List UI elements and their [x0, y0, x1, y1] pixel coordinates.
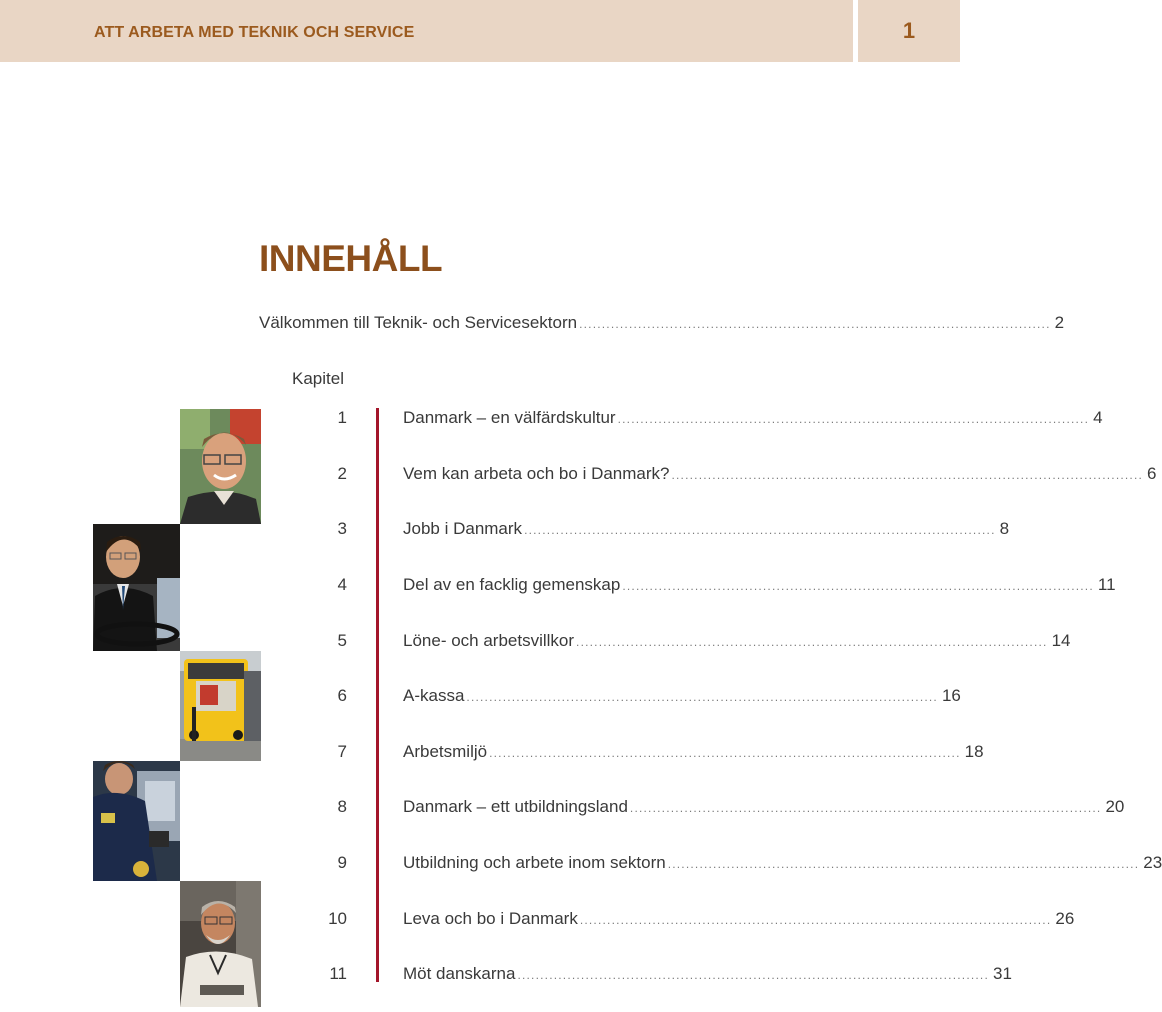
toc-entry-title: Välkommen till Teknik- och Servicesektorn	[259, 313, 578, 332]
dot-leader: ........................................................................................................	[517, 968, 989, 982]
dot-leader: ........................................................................................................	[579, 317, 1051, 331]
chapter-number: 2	[337, 464, 347, 483]
toc-entry-page: 20	[1105, 797, 1125, 816]
toc-entry-page: 18	[964, 742, 984, 761]
photo-smiling-man-glasses	[180, 409, 261, 524]
toc-chapter-entry[interactable]	[403, 631, 1071, 651]
contents-title: INNEHÅLL	[259, 238, 443, 279]
chapter-number: 5	[337, 631, 347, 650]
toc-chapter-entry[interactable]	[403, 575, 1116, 595]
chapter-number: 7	[337, 742, 347, 761]
toc-entry-title: Danmark – en välfärdskultur	[403, 408, 616, 427]
toc-entry-page: 14	[1051, 631, 1071, 650]
toc-chapter-entry[interactable]	[403, 686, 961, 706]
toc-entry-title: Del av en facklig gemenskap	[403, 575, 621, 594]
dot-leader: ........................................................................................................	[667, 857, 1140, 871]
toc-entry-page: 4	[1093, 408, 1103, 427]
toc-chapter-entry[interactable]	[403, 853, 1162, 873]
dot-leader: ........................................................................................................	[671, 468, 1144, 482]
chapter-column-label: Kapitel	[292, 369, 344, 388]
toc-entry-title: Leva och bo i Danmark	[403, 909, 578, 928]
dot-leader: ........................................................................................................	[579, 913, 1052, 927]
toc-chapter-entry[interactable]	[403, 909, 1075, 929]
toc-entry-page: 26	[1055, 909, 1075, 928]
toc-entry-page: 11	[1097, 575, 1116, 594]
toc-intro-entry[interactable]	[259, 313, 1065, 333]
toc-entry-title: A-kassa	[403, 686, 465, 705]
chapter-number: 9	[337, 853, 347, 872]
dot-leader: ........................................................................................................	[489, 746, 961, 760]
chapter-number: 3	[337, 519, 347, 538]
dot-leader: ........................................................................................................	[524, 523, 996, 537]
dot-leader: ........................................................................................................	[629, 801, 1102, 815]
toc-chapter-entry[interactable]	[403, 408, 1103, 428]
toc-entry-page: 16	[941, 686, 961, 705]
toc-entry-title: Vem kan arbeta och bo i Danmark?	[403, 464, 670, 483]
toc-entry-title: Löne- och arbetsvillkor	[403, 631, 575, 650]
page-number-box	[858, 0, 960, 62]
photo-bus-driver	[93, 524, 180, 651]
toc-chapter-entry[interactable]	[403, 742, 984, 762]
chapter-number: 10	[328, 909, 347, 928]
toc-entry-page: 2	[1054, 313, 1065, 332]
chapter-number: 4	[337, 575, 347, 594]
toc-entry-page: 23	[1143, 853, 1162, 872]
chapter-number: 8	[337, 797, 347, 816]
toc-entry-page: 31	[993, 964, 1012, 983]
toc-chapter-entry[interactable]	[403, 519, 1010, 539]
toc-entry-page: 6	[1147, 464, 1157, 483]
header-band	[0, 0, 853, 62]
toc-chapter-entry[interactable]	[403, 464, 1157, 484]
dot-leader: ........................................................................................................	[466, 690, 938, 704]
chapter-number: 11	[329, 964, 347, 983]
photo-yellow-bus	[180, 651, 261, 761]
toc-chapter-entry[interactable]	[403, 797, 1125, 817]
toc-entry-page: 8	[999, 519, 1010, 538]
chapter-number: 6	[337, 686, 347, 705]
dot-leader: ........................................................................................................	[622, 579, 1094, 593]
photo-mechanic	[180, 881, 261, 1007]
dot-leader: ........................................................................................................	[617, 412, 1090, 426]
page-number: 1	[902, 18, 916, 43]
toc-entry-title: Jobb i Danmark	[403, 519, 523, 538]
toc-entry-title: Utbildning och arbete inom sektorn	[403, 853, 666, 872]
toc-entry-title: Arbetsmiljö	[403, 742, 488, 761]
header-title: ATT ARBETA MED TEKNIK OCH SERVICE	[94, 24, 415, 41]
chapter-divider-line	[376, 408, 379, 982]
toc-entry-title: Möt danskarna	[403, 964, 516, 983]
dot-leader: ........................................................................................................	[576, 635, 1048, 649]
chapter-number: 1	[337, 408, 347, 427]
photo-security-guard	[93, 761, 180, 881]
toc-entry-title: Danmark – ett utbildningsland	[403, 797, 628, 816]
toc-chapter-entry[interactable]	[403, 964, 1012, 984]
